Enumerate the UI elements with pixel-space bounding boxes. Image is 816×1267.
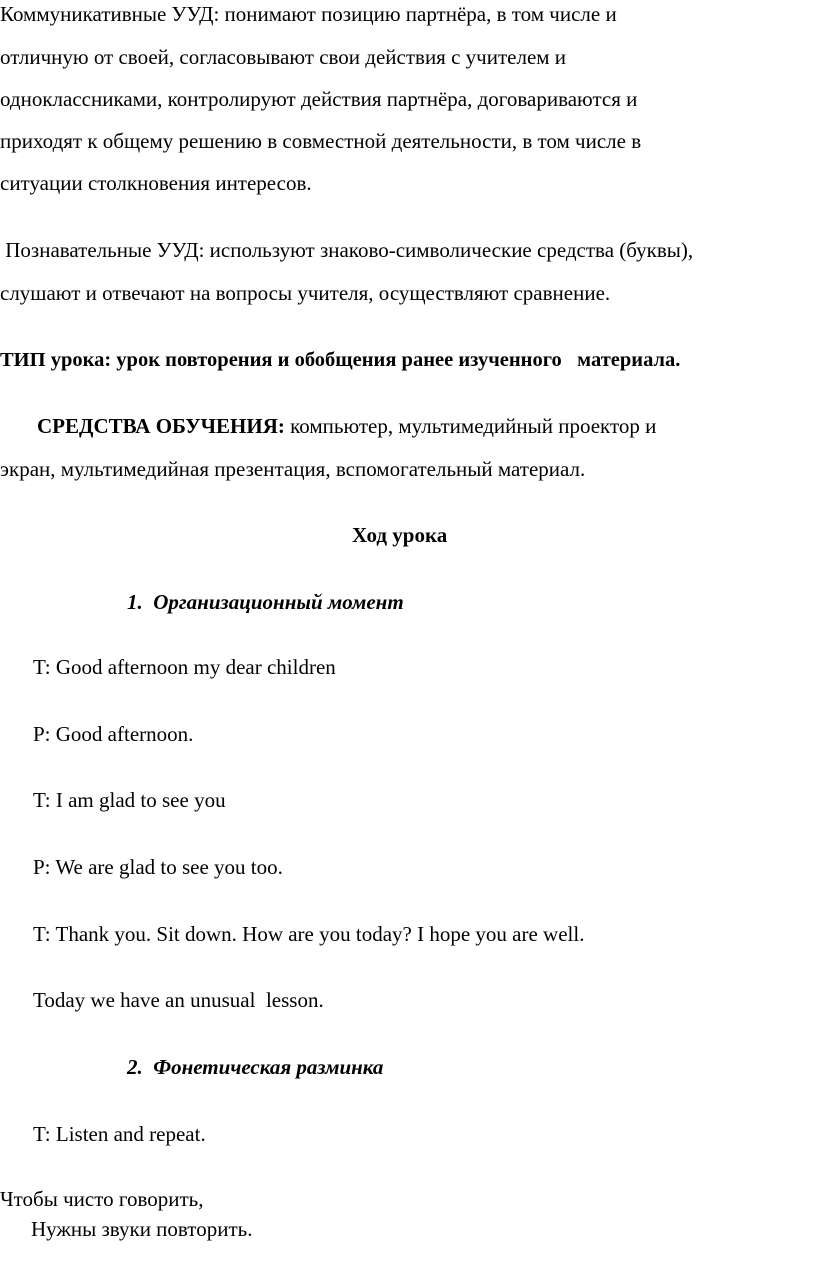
dialogue-line: T: Good afternoon my dear children	[33, 655, 336, 679]
text-line: одноклассниками, контролируют действия партнёра, договариваются и	[0, 87, 638, 111]
text-line: приходят к общему решению в совместной деятельности, в том числе в	[0, 129, 642, 153]
text-line: Познавательные УУД: используют знаково-символические средства (буквы),	[0, 238, 694, 262]
teaching-aids-text: компьютер, мультимедийный проектор и	[284, 414, 657, 438]
section-heading	[127, 592, 404, 613]
text-line: экран, мультимедийная презентация, вспомогательный материал.	[0, 457, 586, 481]
poem-line: Нужны звуки повторить.	[31, 1217, 253, 1241]
dialogue-line: P: We are glad to see you too.	[33, 855, 283, 879]
teaching-aids-label: СРЕДСТВА ОБУЧЕНИЯ:	[37, 414, 285, 438]
lesson-type: ТИП урока: урок повторения и обобщения ранее изученного материала.	[0, 349, 681, 371]
text-line: слушают и отвечают на вопросы учителя, осуществляют сравнение.	[0, 281, 611, 305]
section-number: 1.	[127, 590, 143, 614]
lesson-heading: Ход урока	[352, 523, 448, 547]
dialogue-line: T: I am glad to see you	[33, 788, 226, 812]
section-title: Организационный момент	[153, 590, 404, 614]
section-number: 2.	[127, 1055, 143, 1079]
dialogue-line: P: Good afternoon.	[33, 722, 194, 746]
section-heading	[127, 1057, 383, 1078]
text-line: Коммуникативные УУД: понимают позицию партнёра, в том числе и	[0, 2, 617, 26]
dialogue-line: T: Listen and repeat.	[33, 1122, 206, 1146]
text-line: отличную от своей, согласовывают свои действия с учителем и	[0, 45, 567, 69]
text-line	[37, 416, 656, 437]
dialogue-line: T: Thank you. Sit down. How are you today? I hope you are well.	[33, 922, 585, 946]
section-title: Фонетическая разминка	[153, 1055, 384, 1079]
dialogue-line: Today we have an unusual lesson.	[33, 988, 324, 1012]
poem-line: Чтобы чисто говорить,	[0, 1187, 204, 1211]
text-line: ситуации столкновения интересов.	[0, 171, 312, 195]
